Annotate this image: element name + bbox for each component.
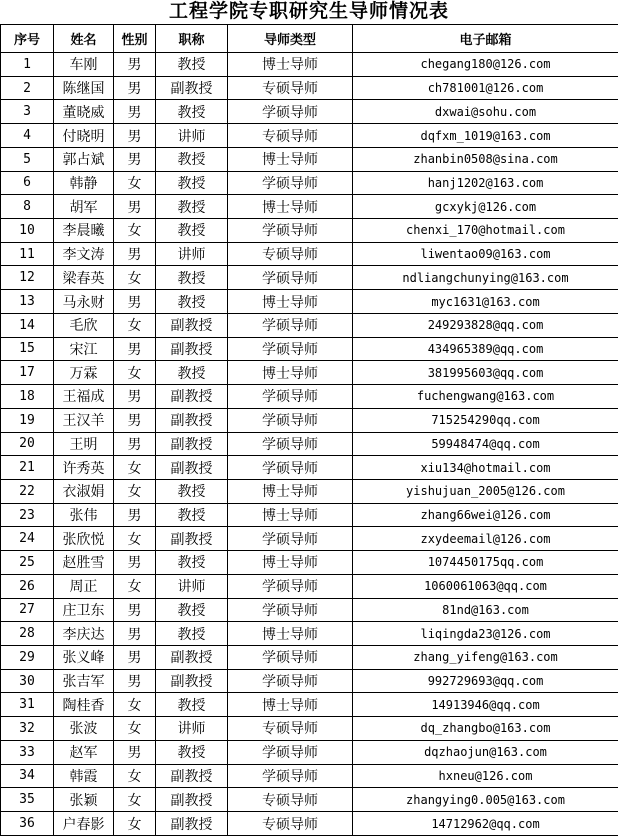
cell-index: 2 bbox=[1, 76, 54, 100]
cell-title: 教授 bbox=[156, 598, 228, 622]
table-row bbox=[1, 598, 618, 622]
cell-email: zhanbin0508@sina.com bbox=[353, 147, 618, 171]
cell-title: 教授 bbox=[156, 219, 228, 243]
cell-index: 27 bbox=[1, 598, 54, 622]
cell-email: liwentao09@163.com bbox=[353, 242, 618, 266]
table-header-row bbox=[1, 25, 618, 53]
cell-title: 讲师 bbox=[156, 124, 228, 148]
cell-name: 李文涛 bbox=[54, 242, 114, 266]
column-header-index: 序号 bbox=[1, 25, 54, 53]
cell-name: 王福成 bbox=[54, 385, 114, 409]
cell-index: 10 bbox=[1, 219, 54, 243]
column-header-title: 职称 bbox=[156, 25, 228, 53]
cell-title: 教授 bbox=[156, 740, 228, 764]
cell-advisor-type: 博士导师 bbox=[228, 53, 353, 77]
cell-name: 陶桂香 bbox=[54, 693, 114, 717]
cell-advisor-type: 学硕导师 bbox=[228, 266, 353, 290]
column-header-advisor-type: 导师类型 bbox=[228, 25, 353, 53]
cell-index: 29 bbox=[1, 645, 54, 669]
cell-advisor-type: 学硕导师 bbox=[228, 432, 353, 456]
cell-advisor-type: 学硕导师 bbox=[228, 645, 353, 669]
cell-gender: 男 bbox=[114, 645, 156, 669]
cell-gender: 女 bbox=[114, 717, 156, 741]
cell-advisor-type: 博士导师 bbox=[228, 693, 353, 717]
cell-email: 381995603@qq.com bbox=[353, 361, 618, 385]
cell-index: 32 bbox=[1, 717, 54, 741]
cell-email: liqingda23@126.com bbox=[353, 622, 618, 646]
cell-email: fuchengwang@163.com bbox=[353, 385, 618, 409]
cell-email: chenxi_170@hotmail.com bbox=[353, 219, 618, 243]
cell-gender: 女 bbox=[114, 456, 156, 480]
cell-title: 教授 bbox=[156, 171, 228, 195]
cell-email: ch781001@126.com bbox=[353, 76, 618, 100]
cell-email: hanj1202@163.com bbox=[353, 171, 618, 195]
cell-email: dqzhaojun@163.com bbox=[353, 740, 618, 764]
table-row bbox=[1, 740, 618, 764]
cell-index: 33 bbox=[1, 740, 54, 764]
cell-email: dq_zhangbo@163.com bbox=[353, 717, 618, 741]
cell-name: 张颖 bbox=[54, 788, 114, 812]
cell-gender: 男 bbox=[114, 432, 156, 456]
cell-email: 1074450175qq.com bbox=[353, 551, 618, 575]
cell-name: 董晓威 bbox=[54, 100, 114, 124]
cell-title: 副教授 bbox=[156, 812, 228, 836]
cell-index: 28 bbox=[1, 622, 54, 646]
cell-email: zhang66wei@126.com bbox=[353, 503, 618, 527]
cell-name: 许秀英 bbox=[54, 456, 114, 480]
cell-title: 副教授 bbox=[156, 408, 228, 432]
table-row bbox=[1, 171, 618, 195]
cell-title: 副教授 bbox=[156, 313, 228, 337]
cell-name: 宋江 bbox=[54, 337, 114, 361]
cell-advisor-type: 学硕导师 bbox=[228, 740, 353, 764]
cell-name: 张欣悦 bbox=[54, 527, 114, 551]
cell-advisor-type: 博士导师 bbox=[228, 195, 353, 219]
cell-gender: 男 bbox=[114, 408, 156, 432]
cell-email: 992729693@qq.com bbox=[353, 669, 618, 693]
cell-gender: 男 bbox=[114, 53, 156, 77]
table-row bbox=[1, 100, 618, 124]
cell-gender: 男 bbox=[114, 551, 156, 575]
cell-title: 副教授 bbox=[156, 337, 228, 361]
cell-title: 教授 bbox=[156, 551, 228, 575]
column-header-name: 姓名 bbox=[54, 25, 114, 53]
cell-name: 庄卫东 bbox=[54, 598, 114, 622]
column-header-email: 电子邮箱 bbox=[353, 25, 618, 53]
cell-email: zxydeemail@126.com bbox=[353, 527, 618, 551]
table-row bbox=[1, 361, 618, 385]
table-row bbox=[1, 693, 618, 717]
cell-index: 34 bbox=[1, 764, 54, 788]
cell-title: 讲师 bbox=[156, 574, 228, 598]
cell-advisor-type: 博士导师 bbox=[228, 361, 353, 385]
cell-email: dqfxm_1019@163.com bbox=[353, 124, 618, 148]
cell-index: 1 bbox=[1, 53, 54, 77]
cell-index: 14 bbox=[1, 313, 54, 337]
cell-index: 19 bbox=[1, 408, 54, 432]
cell-advisor-type: 学硕导师 bbox=[228, 764, 353, 788]
cell-title: 讲师 bbox=[156, 717, 228, 741]
cell-index: 35 bbox=[1, 788, 54, 812]
cell-title: 副教授 bbox=[156, 764, 228, 788]
cell-title: 副教授 bbox=[156, 527, 228, 551]
cell-index: 31 bbox=[1, 693, 54, 717]
cell-email: myc1631@163.com bbox=[353, 290, 618, 314]
cell-name: 梁春英 bbox=[54, 266, 114, 290]
cell-index: 4 bbox=[1, 124, 54, 148]
cell-email: 249293828@qq.com bbox=[353, 313, 618, 337]
cell-title: 教授 bbox=[156, 622, 228, 646]
cell-advisor-type: 学硕导师 bbox=[228, 219, 353, 243]
cell-index: 6 bbox=[1, 171, 54, 195]
cell-name: 付晓明 bbox=[54, 124, 114, 148]
cell-name: 胡军 bbox=[54, 195, 114, 219]
cell-index: 20 bbox=[1, 432, 54, 456]
cell-title: 教授 bbox=[156, 693, 228, 717]
cell-title: 教授 bbox=[156, 266, 228, 290]
table-row bbox=[1, 645, 618, 669]
cell-gender: 男 bbox=[114, 147, 156, 171]
table-row bbox=[1, 147, 618, 171]
cell-gender: 女 bbox=[114, 219, 156, 243]
cell-name: 陈继国 bbox=[54, 76, 114, 100]
cell-advisor-type: 博士导师 bbox=[228, 479, 353, 503]
cell-advisor-type: 专硕导师 bbox=[228, 812, 353, 836]
table-row bbox=[1, 551, 618, 575]
cell-email: hxneu@126.com bbox=[353, 764, 618, 788]
cell-advisor-type: 学硕导师 bbox=[228, 171, 353, 195]
cell-advisor-type: 学硕导师 bbox=[228, 669, 353, 693]
cell-gender: 男 bbox=[114, 100, 156, 124]
cell-name: 衣淑娟 bbox=[54, 479, 114, 503]
cell-title: 教授 bbox=[156, 147, 228, 171]
cell-email: 81nd@163.com bbox=[353, 598, 618, 622]
cell-gender: 男 bbox=[114, 503, 156, 527]
cell-gender: 男 bbox=[114, 740, 156, 764]
cell-advisor-type: 学硕导师 bbox=[228, 100, 353, 124]
table-row bbox=[1, 764, 618, 788]
cell-title: 讲师 bbox=[156, 242, 228, 266]
table-row bbox=[1, 53, 618, 77]
cell-gender: 男 bbox=[114, 337, 156, 361]
cell-advisor-type: 专硕导师 bbox=[228, 76, 353, 100]
cell-index: 8 bbox=[1, 195, 54, 219]
cell-gender: 女 bbox=[114, 171, 156, 195]
cell-email: 434965389@qq.com bbox=[353, 337, 618, 361]
cell-gender: 女 bbox=[114, 693, 156, 717]
cell-gender: 男 bbox=[114, 598, 156, 622]
cell-name: 李庆达 bbox=[54, 622, 114, 646]
cell-gender: 男 bbox=[114, 242, 156, 266]
cell-name: 王汉羊 bbox=[54, 408, 114, 432]
cell-index: 26 bbox=[1, 574, 54, 598]
cell-email: gcxykj@126.com bbox=[353, 195, 618, 219]
cell-index: 17 bbox=[1, 361, 54, 385]
cell-gender: 男 bbox=[114, 385, 156, 409]
page-title: 工程学院专职研究生导师情况表 bbox=[168, 1, 449, 22]
cell-title: 教授 bbox=[156, 503, 228, 527]
cell-advisor-type: 学硕导师 bbox=[228, 456, 353, 480]
cell-name: 李晨曦 bbox=[54, 219, 114, 243]
cell-email: dxwai@sohu.com bbox=[353, 100, 618, 124]
cell-advisor-type: 专硕导师 bbox=[228, 124, 353, 148]
cell-name: 张伟 bbox=[54, 503, 114, 527]
table-row bbox=[1, 76, 618, 100]
cell-gender: 女 bbox=[114, 574, 156, 598]
table-row bbox=[1, 574, 618, 598]
cell-advisor-type: 学硕导师 bbox=[228, 337, 353, 361]
cell-gender: 女 bbox=[114, 812, 156, 836]
cell-gender: 女 bbox=[114, 764, 156, 788]
advisor-table bbox=[0, 24, 618, 836]
cell-advisor-type: 博士导师 bbox=[228, 503, 353, 527]
table-body bbox=[1, 53, 618, 836]
cell-name: 张吉军 bbox=[54, 669, 114, 693]
cell-gender: 男 bbox=[114, 76, 156, 100]
cell-gender: 女 bbox=[114, 479, 156, 503]
cell-title: 教授 bbox=[156, 100, 228, 124]
cell-gender: 男 bbox=[114, 195, 156, 219]
cell-name: 周正 bbox=[54, 574, 114, 598]
cell-email: yishujuan_2005@126.com bbox=[353, 479, 618, 503]
cell-title: 副教授 bbox=[156, 432, 228, 456]
table-row bbox=[1, 195, 618, 219]
cell-name: 万霖 bbox=[54, 361, 114, 385]
table-row bbox=[1, 313, 618, 337]
cell-index: 3 bbox=[1, 100, 54, 124]
cell-gender: 女 bbox=[114, 527, 156, 551]
cell-title: 副教授 bbox=[156, 669, 228, 693]
cell-name: 韩霞 bbox=[54, 764, 114, 788]
cell-advisor-type: 学硕导师 bbox=[228, 598, 353, 622]
cell-title: 教授 bbox=[156, 290, 228, 314]
cell-advisor-type: 博士导师 bbox=[228, 622, 353, 646]
table-row bbox=[1, 812, 618, 836]
cell-gender: 女 bbox=[114, 788, 156, 812]
cell-advisor-type: 博士导师 bbox=[228, 290, 353, 314]
cell-index: 25 bbox=[1, 551, 54, 575]
cell-name: 毛欣 bbox=[54, 313, 114, 337]
table-row bbox=[1, 385, 618, 409]
cell-email: 1060061063@qq.com bbox=[353, 574, 618, 598]
cell-name: 张波 bbox=[54, 717, 114, 741]
table-row bbox=[1, 456, 618, 480]
cell-name: 张义峰 bbox=[54, 645, 114, 669]
cell-email: zhangying0.005@163.com bbox=[353, 788, 618, 812]
cell-title: 副教授 bbox=[156, 76, 228, 100]
cell-gender: 男 bbox=[114, 290, 156, 314]
cell-email: 59948474@qq.com bbox=[353, 432, 618, 456]
cell-index: 11 bbox=[1, 242, 54, 266]
cell-email: zhang_yifeng@163.com bbox=[353, 645, 618, 669]
cell-index: 15 bbox=[1, 337, 54, 361]
table-row bbox=[1, 124, 618, 148]
cell-title: 教授 bbox=[156, 361, 228, 385]
cell-gender: 男 bbox=[114, 124, 156, 148]
cell-email: xiu134@hotmail.com bbox=[353, 456, 618, 480]
cell-index: 23 bbox=[1, 503, 54, 527]
cell-title: 教授 bbox=[156, 53, 228, 77]
cell-index: 22 bbox=[1, 479, 54, 503]
table-row bbox=[1, 290, 618, 314]
cell-gender: 男 bbox=[114, 669, 156, 693]
cell-index: 12 bbox=[1, 266, 54, 290]
cell-advisor-type: 学硕导师 bbox=[228, 527, 353, 551]
table-row bbox=[1, 527, 618, 551]
cell-gender: 女 bbox=[114, 266, 156, 290]
cell-name: 户春影 bbox=[54, 812, 114, 836]
table-row bbox=[1, 479, 618, 503]
table-row bbox=[1, 242, 618, 266]
cell-index: 24 bbox=[1, 527, 54, 551]
table-row bbox=[1, 219, 618, 243]
cell-index: 21 bbox=[1, 456, 54, 480]
column-header-gender: 性别 bbox=[114, 25, 156, 53]
table-row bbox=[1, 669, 618, 693]
cell-advisor-type: 博士导师 bbox=[228, 551, 353, 575]
cell-title: 教授 bbox=[156, 479, 228, 503]
cell-advisor-type: 学硕导师 bbox=[228, 408, 353, 432]
cell-email: ndliangchunying@163.com bbox=[353, 266, 618, 290]
cell-name: 韩静 bbox=[54, 171, 114, 195]
cell-advisor-type: 专硕导师 bbox=[228, 788, 353, 812]
cell-title: 副教授 bbox=[156, 385, 228, 409]
cell-email: 14913946@qq.com bbox=[353, 693, 618, 717]
cell-title: 教授 bbox=[156, 195, 228, 219]
cell-name: 马永财 bbox=[54, 290, 114, 314]
cell-name: 赵胜雪 bbox=[54, 551, 114, 575]
cell-advisor-type: 学硕导师 bbox=[228, 385, 353, 409]
table-row bbox=[1, 408, 618, 432]
cell-gender: 女 bbox=[114, 313, 156, 337]
cell-index: 36 bbox=[1, 812, 54, 836]
cell-title: 副教授 bbox=[156, 788, 228, 812]
table-row bbox=[1, 337, 618, 361]
cell-name: 王明 bbox=[54, 432, 114, 456]
cell-email: 715254290qq.com bbox=[353, 408, 618, 432]
table-row bbox=[1, 622, 618, 646]
cell-title: 副教授 bbox=[156, 645, 228, 669]
cell-advisor-type: 博士导师 bbox=[228, 147, 353, 171]
cell-name: 车刚 bbox=[54, 53, 114, 77]
cell-index: 30 bbox=[1, 669, 54, 693]
cell-advisor-type: 专硕导师 bbox=[228, 242, 353, 266]
cell-index: 13 bbox=[1, 290, 54, 314]
cell-index: 18 bbox=[1, 385, 54, 409]
table-row bbox=[1, 717, 618, 741]
table-row bbox=[1, 788, 618, 812]
cell-index: 5 bbox=[1, 147, 54, 171]
cell-advisor-type: 学硕导师 bbox=[228, 313, 353, 337]
table-row bbox=[1, 432, 618, 456]
table-row bbox=[1, 503, 618, 527]
cell-name: 郭占斌 bbox=[54, 147, 114, 171]
cell-gender: 男 bbox=[114, 622, 156, 646]
cell-title: 副教授 bbox=[156, 456, 228, 480]
cell-advisor-type: 学硕导师 bbox=[228, 574, 353, 598]
cell-email: chegang180@126.com bbox=[353, 53, 618, 77]
cell-email: 14712962@qq.com bbox=[353, 812, 618, 836]
cell-advisor-type: 专硕导师 bbox=[228, 717, 353, 741]
cell-name: 赵军 bbox=[54, 740, 114, 764]
table-row bbox=[1, 266, 618, 290]
cell-gender: 女 bbox=[114, 361, 156, 385]
